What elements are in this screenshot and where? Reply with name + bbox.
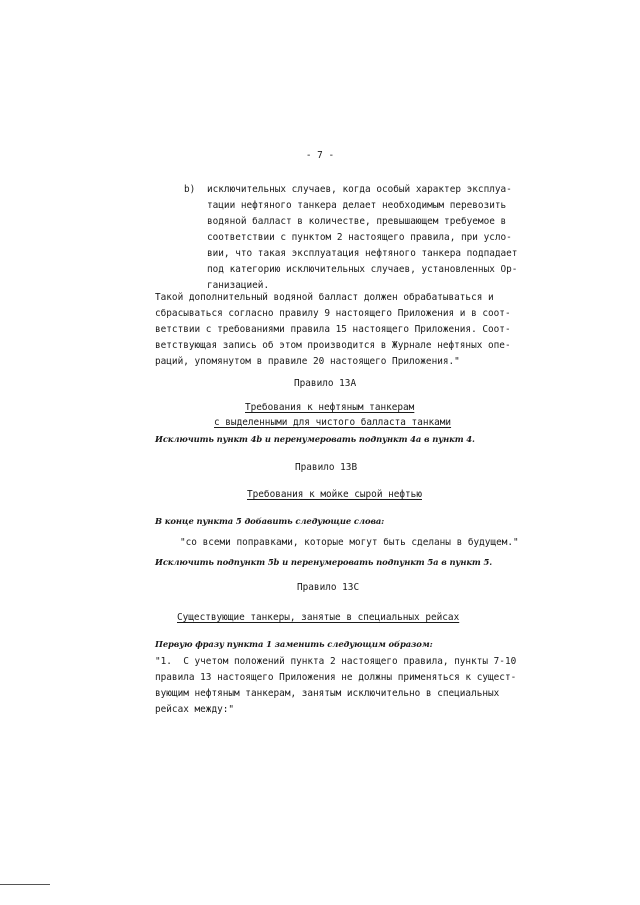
paragraph-line: сбрасываться согласно правилу 9 настоящего Приложения и в соот-	[155, 308, 511, 319]
rule-13a-title: Правило 13А	[294, 378, 357, 389]
rule-13a-heading-line2: с выделенными для чистого балласта танками	[214, 417, 452, 428]
rule-13b-quote: "со всеми поправками, которые могут быть сделаны в будущем."	[180, 537, 519, 548]
rule-13b-title: Правило 13В	[295, 462, 358, 473]
item-b-marker: b)	[184, 184, 196, 195]
item-b-line: ганизацией.	[207, 280, 270, 291]
rule-13a-heading-line1: Требования к нефтяным танкерам	[245, 402, 415, 413]
paragraph-line: Такой дополнительный водяной балласт должен обрабатываться и	[155, 292, 494, 303]
rule-13c-title: Правило 13С	[297, 582, 360, 593]
footnote-separator	[0, 884, 50, 885]
item-b-line: тации нефтяного танкера делает необходимым перевозить	[207, 200, 507, 211]
page-number: - 7 -	[305, 150, 335, 161]
rule-13b-heading: Требования к мойке сырой нефтью	[247, 489, 422, 500]
rule-13b-instruction: В конце пункта 5 добавить следующие слова:	[155, 516, 385, 526]
item-b-line: вии, что такая эксплуатация нефтяного танкера подпадает	[207, 248, 518, 259]
item-b-line: под категорию исключительных случаев, установленных Ор-	[207, 264, 518, 275]
rule-13a-instruction: Исключить пункт 4b и перенумеровать подпункт 4a в пункт 4.	[155, 434, 475, 444]
rule-13c-quote-line: "1. С учетом положений пункта 2 настоящего правила, пункты 7-10	[155, 656, 517, 667]
paragraph-line: раций, упомянутом в правиле 20 настоящего Приложения."	[155, 356, 460, 367]
paragraph-line: ветствующая запись об этом производится в Журнале нефтяных опе-	[155, 340, 511, 351]
rule-13c-quote-line: рейсах между:"	[155, 704, 235, 715]
rule-13b-instruction: Исключить подпункт 5b и перенумеровать подпункт 5a в пункт 5.	[155, 557, 493, 567]
rule-13c-heading: Существующие танкеры, занятые в специальных рейсах	[177, 612, 460, 623]
item-b-line: водяной балласт в количестве, превышающем требуемое в	[207, 216, 507, 227]
rule-13c-quote-line: правила 13 настоящего Приложения не должны применяться к сущест-	[155, 672, 517, 683]
rule-13c-quote-line: вующим нефтяным танкерам, занятым исключительно в специальных	[155, 688, 500, 699]
item-b-line: исключительных случаев, когда особый характер эксплуа-	[207, 184, 512, 195]
paragraph-line: ветствии с требованиями правила 15 настоящего Приложения. Соот-	[155, 324, 511, 335]
item-b-line: соответствии с пунктом 2 настоящего правила, при усло-	[207, 232, 512, 243]
rule-13c-instruction: Первую фразу пункта 1 заменить следующим образом:	[155, 639, 433, 649]
